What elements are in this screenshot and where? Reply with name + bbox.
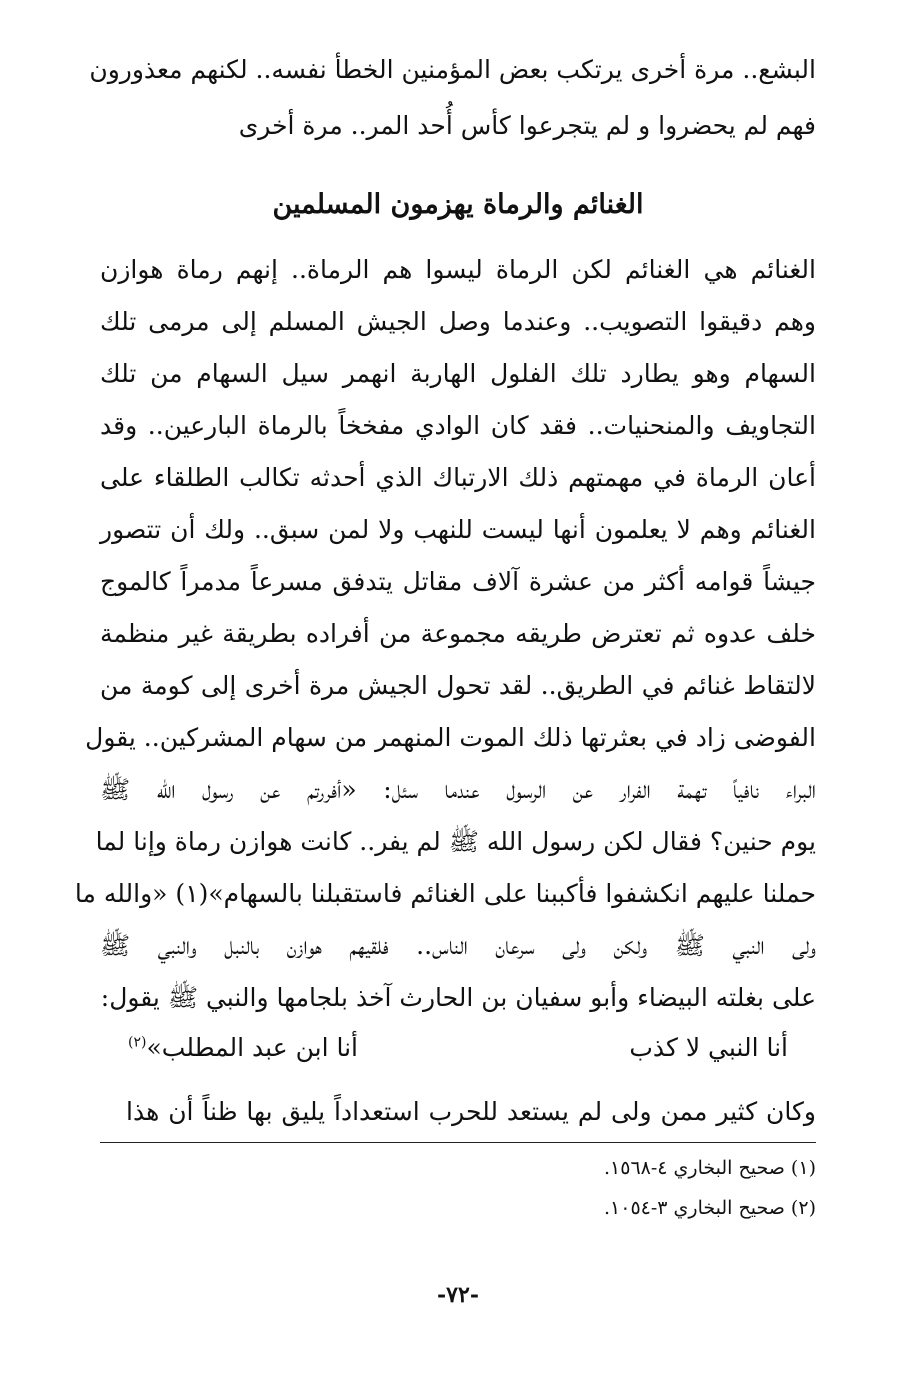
text-line: أعان الرماة في مهمتهم ذلك الارتباك الذي أحدثه تكالب الطلقاء على <box>100 463 816 492</box>
text-line: وهم دقيقوا التصويب.. وعندما وصل الجيش المسلم إلى مرمى تلك <box>100 307 816 336</box>
text-line: فهم لم يحضروا و لم يتجرعوا كأس أُحد المر.. مرة أخرى <box>238 111 816 140</box>
text-line: يوم حنين؟ فقال لكن رسول الله ﷺ لم يفر.. كانت هوازن رماة وإنا لما <box>95 827 816 856</box>
text-line: البشع.. مرة أخرى يرتكب بعض المؤمنين الخطأ نفسه.. لكنهم معذورون <box>89 55 816 84</box>
footnote: (٢) صحيح البخاري ٣-١٠٥٤. <box>604 1197 816 1219</box>
footnote-divider <box>100 1142 816 1143</box>
text-line: حملنا عليهم انكشفوا فأكببنا على الغنائم فاستقبلنا بالسهام»(١) «والله ما <box>74 879 816 908</box>
verse-first-hemistich: أنا النبي لا كذب <box>629 1033 788 1062</box>
text-line: البراء نافياً تهمة الفرار عن الرسول عندما سئل: «أفررتم عن رسول الله ﷺ <box>100 775 816 804</box>
footnote-marker: (٢) <box>128 1034 147 1051</box>
poem-verse <box>128 1018 788 1078</box>
verse-second-hemistich: أنا ابن عبد المطلب» <box>146 1033 358 1062</box>
verse-second-hemistich-wrap <box>128 1018 358 1078</box>
text-line: على بغلته البيضاء وأبو سفيان بن الحارث آخذ بلجامها والنبي ﷺ يقول: <box>100 983 816 1012</box>
text-line: ولى النبي ﷺ ولكن ولى سرعان الناس.. فلقيهم هوازن بالنبل والنبي ﷺ <box>100 931 816 960</box>
text-line: الغنائم هي الغنائم لكن الرماة ليسوا هم الرماة.. إنهم رماة هوازن <box>100 255 816 284</box>
text-line: لالتقاط غنائم في الطريق.. لقد تحول الجيش مرة أخرى إلى كومة من <box>100 671 816 700</box>
section-heading: الغنائم والرماة يهزمون المسلمين <box>272 189 644 220</box>
text-line: الغنائم وهم لا يعلمون أنها ليست للنهب ولا لمن سبق.. ولك أن تتصور <box>100 515 816 544</box>
text-line: وكان كثير ممن ولى لم يستعد للحرب استعداداً يليق بها ظناً أن هذا <box>126 1097 816 1126</box>
text-line: جيشاً قوامه أكثر من عشرة آلاف مقاتل يتدفق مسرعاً مدمراً كالموج <box>100 567 816 596</box>
text-line: الفوضى زاد في بعثرتها ذلك الموت المنهمر من سهام المشركين.. يقول <box>85 723 816 752</box>
text-line: التجاويف والمنحنيات.. فقد كان الوادي مفخخاً بالرماة البارعين.. وقد <box>100 411 816 440</box>
text-line: السهام وهو يطارد تلك الفلول الهاربة انهمر سيل السهام من تلك <box>100 359 816 388</box>
footnote: (١) صحيح البخاري ٤-١٥٦٨. <box>604 1157 816 1179</box>
page-number: -٧٢- <box>437 1282 479 1308</box>
text-line: خلف عدوه ثم تعترض طريقه مجموعة من أفراده بطريقة غير منظمة <box>100 619 816 648</box>
